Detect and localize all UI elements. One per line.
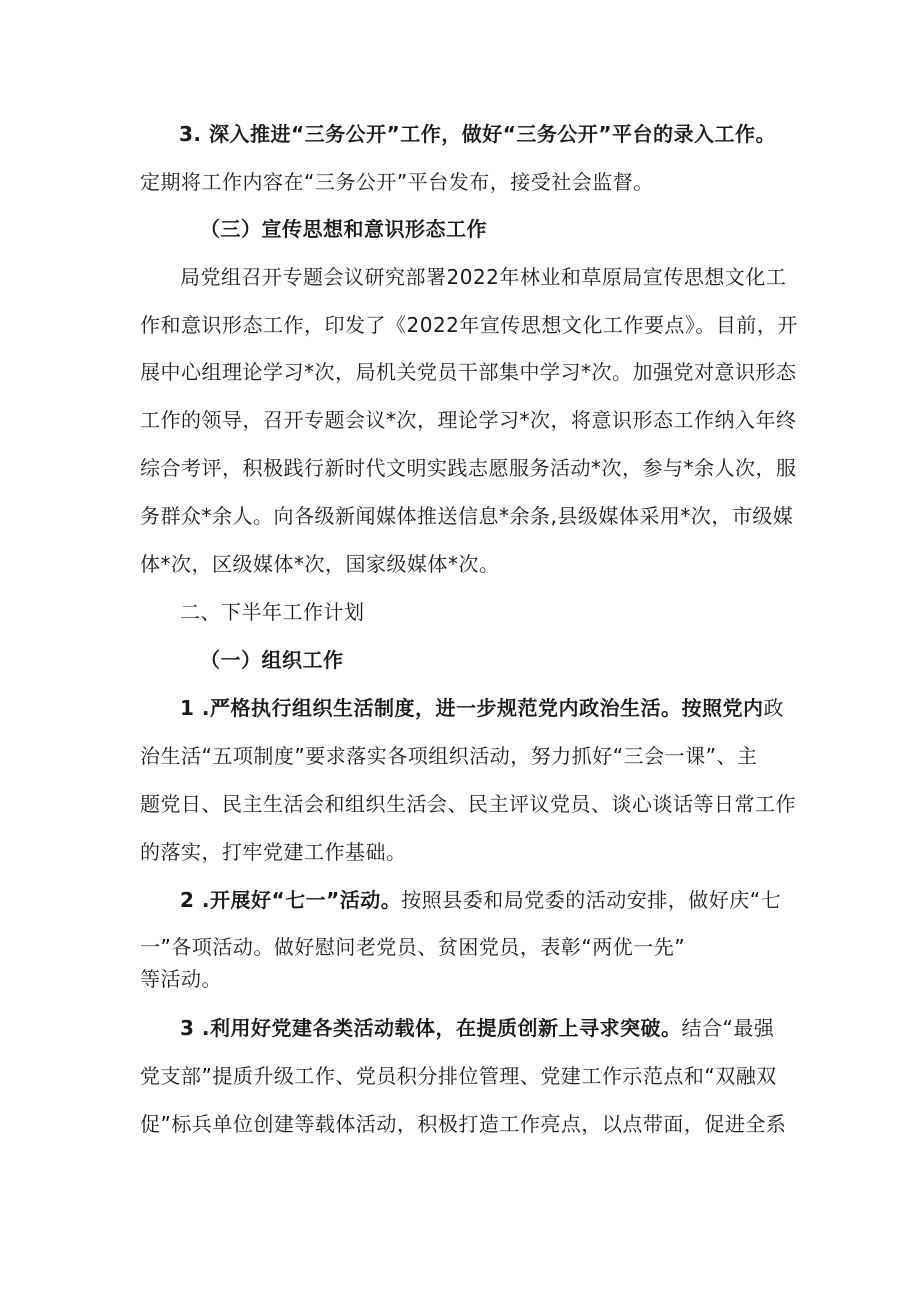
normal-run: 促”标兵单位创建等载体活动，积极打造工作亮点，以点带面，促进全系 <box>140 1112 787 1136</box>
normal-run: 局党组召开专题会议研究部署2022年林业和草原局宣传思想文化工 <box>180 265 787 289</box>
text-line <box>140 965 222 993</box>
normal-run: 题党日、民主生活会和组织生活会、民主评议党员、谈心谈话等日常工作 <box>140 792 796 816</box>
text-line <box>140 550 500 578</box>
bold-run: 3 .利用好党建各类活动载体，在提质创新上寻求突破。 <box>180 1016 682 1040</box>
normal-run: 展中心组理论学习*次，局机关党员干部集中学习*次。加强党对意识形态 <box>140 360 797 384</box>
normal-run: 党支部”提质升级工作、党员积分排位管理、党建工作示范点和“双融双 <box>140 1064 777 1088</box>
normal-run: 结合“最强 <box>681 1016 775 1040</box>
bold-run: （三）宣传思想和意识形态工作 <box>200 217 487 241</box>
text-line <box>140 790 796 818</box>
bold-run: 3. 深入推进“三务公开”工作，做好“三务公开”平台的录入工作。 <box>179 122 777 146</box>
section-heading <box>200 215 487 243</box>
normal-run: 等活动。 <box>140 967 222 991</box>
bold-run: 2 .开展好“七一”活动。 <box>180 888 402 912</box>
normal-run: 综合考评，积极践行新时代文明实践志愿服务活动*次，参与*余人次，服 <box>140 456 797 480</box>
text-line <box>140 838 407 866</box>
text-line <box>140 933 685 961</box>
text-line <box>140 502 793 530</box>
normal-run: 按照县委和局党委的活动安排，做好庆“七 <box>401 888 782 912</box>
text-line <box>140 406 797 434</box>
normal-run: 务群众*余人。向各级新闻媒体推送信息*余条,县级媒体采用*次，市级媒 <box>140 504 794 528</box>
text-line <box>180 1014 774 1042</box>
normal-run: 一”各项活动。做好慰问老党员、贫困党员，表彰“两优一先” <box>140 935 686 959</box>
text-line <box>140 1110 786 1138</box>
normal-run: 作和意识形态工作，印发了《2022年宣传思想文化工作要点》。目前，开 <box>140 313 798 337</box>
section-heading <box>200 646 344 674</box>
bold-run: 1 .严格执行组织生活制度，进一步规范党内政治生活。按照党内 <box>180 696 764 720</box>
text-line <box>140 311 798 339</box>
text-line <box>140 742 757 770</box>
section-heading <box>180 598 365 626</box>
normal-run: 政 <box>763 696 784 720</box>
normal-run: 的落实，打牢党建工作基础。 <box>140 840 407 864</box>
normal-run: 定期将工作内容在“三务公开”平台发布，接受社会监督。 <box>140 170 654 194</box>
normal-run: 工作的领导，召开专题会议*次，理论学习*次，将意识形态工作纳入年终 <box>140 408 797 432</box>
text-line <box>180 886 781 914</box>
text-line <box>180 694 784 722</box>
bold-run: （一）组织工作 <box>200 648 344 672</box>
text-line <box>140 1062 777 1090</box>
normal-run: 治生活“五项制度”要求落实各项组织活动，努力抓好“三会一课”、主 <box>140 744 758 768</box>
text-line <box>140 454 797 482</box>
text-line <box>180 263 786 291</box>
normal-run: 二、下半年工作计划 <box>180 600 365 624</box>
text-line <box>140 168 654 196</box>
text-line <box>140 358 797 386</box>
normal-run: 体*次，区级媒体*次，国家级媒体*次。 <box>140 552 500 576</box>
text-line <box>179 120 776 148</box>
